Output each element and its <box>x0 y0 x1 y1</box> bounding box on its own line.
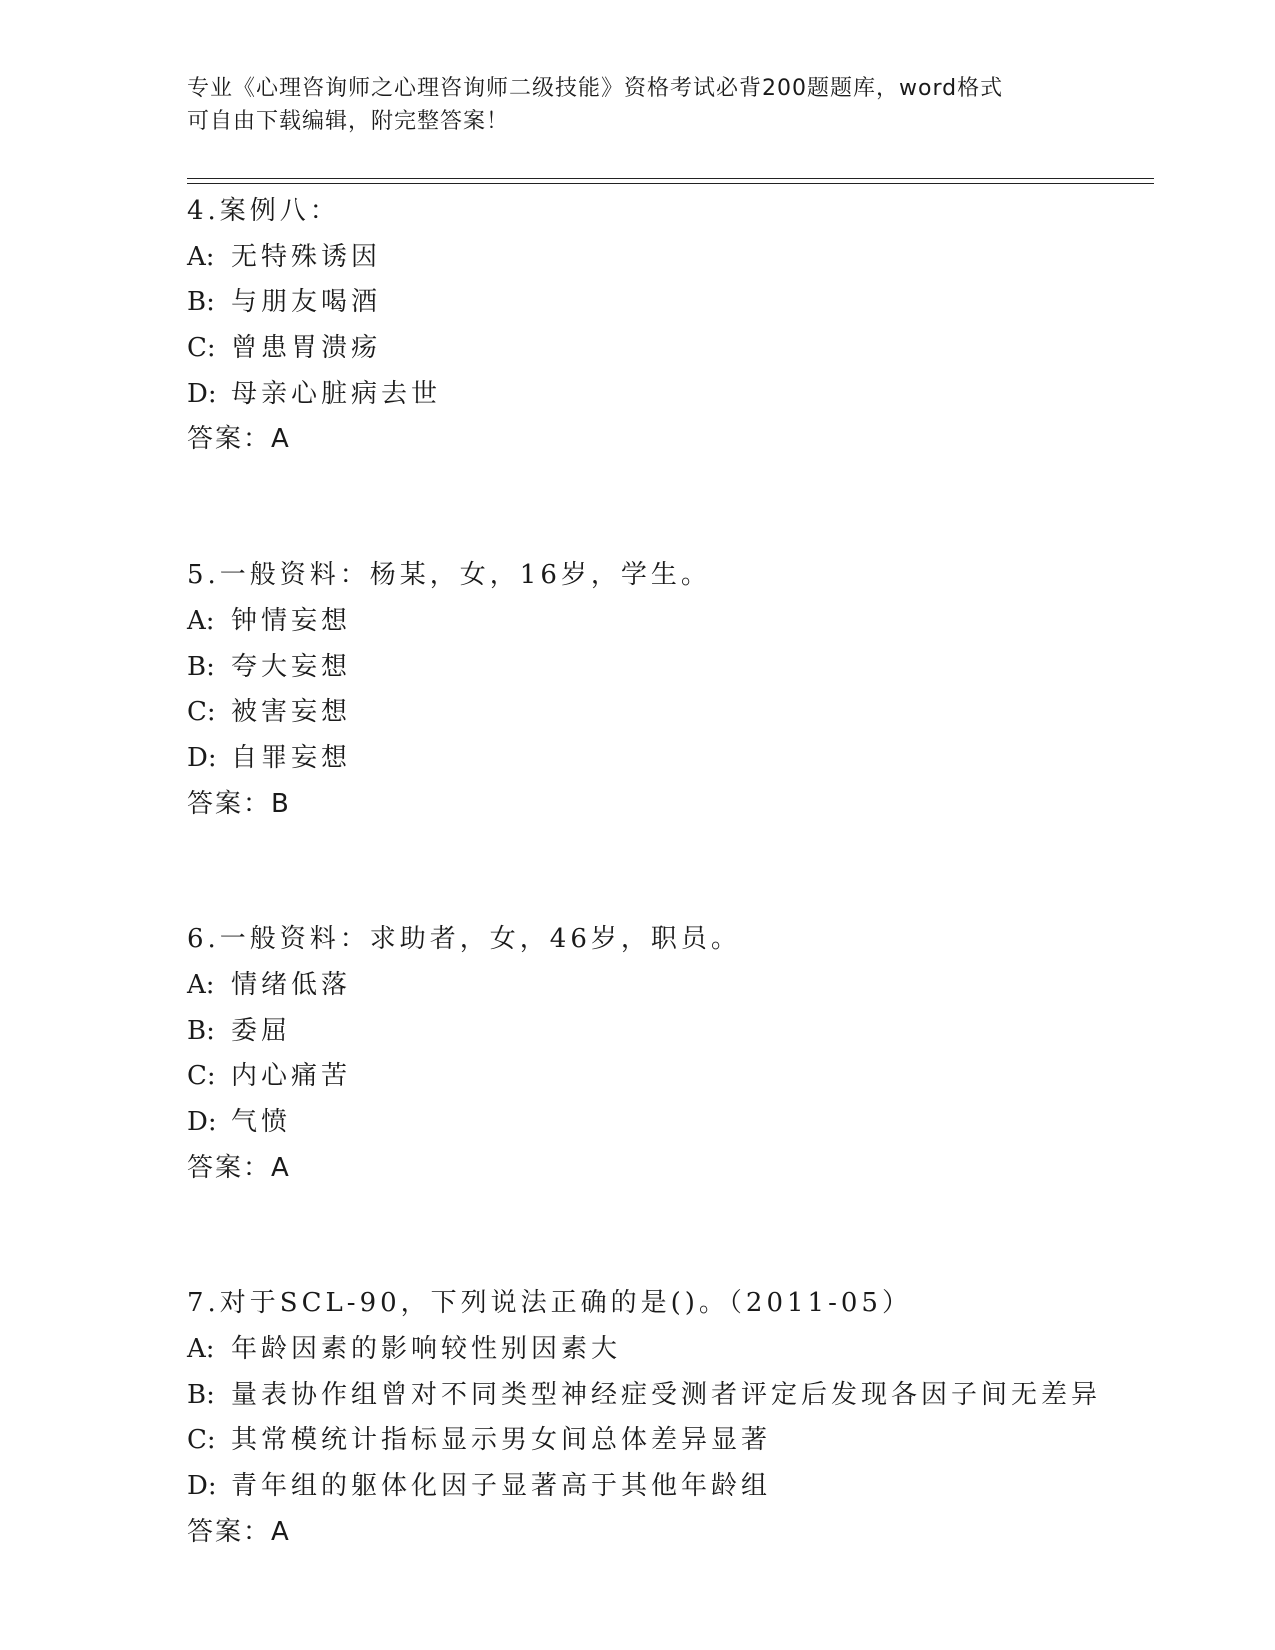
document-header <box>187 72 1087 138</box>
option-text: 青年组的躯体化因子显著高于其他年龄组 <box>231 1471 772 1502</box>
question-stem: 4.案例八： <box>187 196 340 226</box>
answer-line: 答案：A <box>187 1516 291 1547</box>
option-text: 夸大妄想 <box>231 651 352 682</box>
header-line-1: 专业《心理咨询师之心理咨询师二级技能》资格考试必背200题题库，word格式 <box>187 76 1004 101</box>
option-letter: A: <box>187 1334 215 1365</box>
option-text: 量表协作组曾对不同类型神经症受测者评定后发现各因子间无差异 <box>231 1379 1102 1410</box>
option-a <box>187 1327 1147 1373</box>
header-divider-top <box>187 178 1154 179</box>
question-6 <box>187 917 1147 1191</box>
option-text: 被害妄想 <box>231 697 352 728</box>
option-a <box>187 599 1147 645</box>
answer-line: 答案：B <box>187 788 291 819</box>
option-text: 内心痛苦 <box>231 1061 352 1092</box>
question-7 <box>187 1281 1147 1555</box>
option-text: 曾患胃溃疡 <box>231 333 382 364</box>
option-letter: B: <box>187 1015 215 1046</box>
question-list <box>187 189 1147 1646</box>
question-stem: 6.一般资料：求助者，女，46岁，职员。 <box>187 924 741 955</box>
option-letter: D: <box>187 742 217 773</box>
option-letter: A: <box>187 241 215 272</box>
header-line-2: 可自由下载编辑，附完整答案！ <box>187 109 510 134</box>
question-stem: 7.对于SCL-90，下列说法正确的是()。（2011-05） <box>187 1288 912 1319</box>
option-c <box>187 1418 1147 1464</box>
option-text: 无特殊诱因 <box>231 241 382 272</box>
option-d <box>187 736 1147 782</box>
option-letter: A: <box>187 969 215 1000</box>
option-b <box>187 280 1147 326</box>
option-d <box>187 1100 1147 1146</box>
question-5 <box>187 553 1147 827</box>
option-letter: D: <box>187 1107 217 1137</box>
option-text: 气愤 <box>231 1107 292 1137</box>
option-letter: B: <box>187 1379 215 1410</box>
option-text: 自罪妄想 <box>231 742 352 773</box>
option-b <box>187 1373 1147 1419</box>
answer-line: 答案：A <box>187 424 291 455</box>
option-letter: D: <box>187 378 217 409</box>
option-letter: C: <box>187 1425 216 1456</box>
option-a <box>187 235 1147 281</box>
option-letter: C: <box>187 697 216 728</box>
option-d <box>187 1464 1147 1510</box>
option-letter: C: <box>187 1061 216 1092</box>
option-b <box>187 1009 1147 1055</box>
option-text: 其常模统计指标显示男女间总体差异显著 <box>231 1425 772 1456</box>
option-letter: D: <box>187 1471 217 1502</box>
option-text: 母亲心脏病去世 <box>231 378 442 409</box>
option-text: 年龄因素的影响较性别因素大 <box>231 1334 622 1365</box>
option-text: 与朋友喝酒 <box>231 287 382 318</box>
option-letter: B: <box>187 287 215 318</box>
answer-line: 答案：A <box>187 1152 291 1183</box>
option-letter: C: <box>187 333 216 364</box>
option-c <box>187 690 1147 736</box>
option-text: 委屈 <box>231 1015 292 1046</box>
option-d <box>187 372 1147 418</box>
option-c <box>187 1054 1147 1100</box>
option-letter: B: <box>187 651 215 682</box>
option-text: 情绪低落 <box>231 969 352 1000</box>
option-letter: A: <box>187 605 215 636</box>
option-a <box>187 963 1147 1009</box>
option-b <box>187 645 1147 691</box>
header-divider-bottom <box>187 183 1154 184</box>
option-c <box>187 326 1147 372</box>
question-stem: 5.一般资料：杨某，女，16岁，学生。 <box>187 560 711 591</box>
question-4 <box>187 189 1147 463</box>
option-text: 钟情妄想 <box>231 605 352 636</box>
